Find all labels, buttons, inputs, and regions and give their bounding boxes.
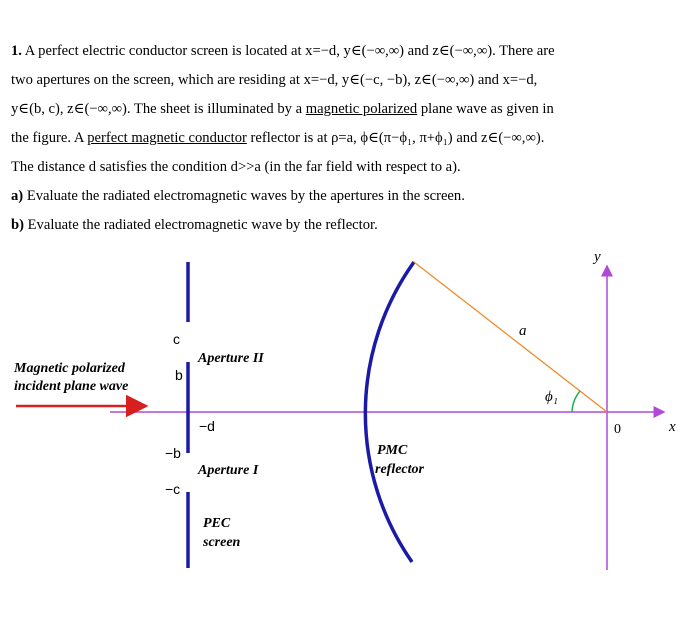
problem-statement [11,37,679,240]
y-axis-label: y [594,249,601,265]
problem-line-3: y∈(b, c), z∈(−∞,∞). The sheet is illuminated by a magnetic polarized plane wave as given in [11,101,554,117]
pec-label-2: screen [203,535,241,550]
angle-label: ϕ₁ [545,389,558,405]
incident-label-2: incident plane wave [14,379,129,394]
x-axis-label: x [669,419,676,435]
part-a: a) Evaluate the radiated electromagnetic waves by the apertures in the screen. [11,188,465,204]
radius-label: a [519,323,527,339]
tick-minus-c: −c [165,481,181,497]
aperture-2-label: Aperture II [198,351,264,366]
problem-line-1: 1. A perfect electric conductor screen is located at x=−d, y∈(−∞,∞) and z∈(−∞,∞). There are [11,43,555,59]
part-b: b) Evaluate the radiated electromagnetic wave by the reflector. [11,217,378,233]
origin-label: 0 [614,422,621,437]
angle-arc [572,391,580,412]
pmc-label-1: PMC [377,443,408,458]
geometry-figure [0,240,688,625]
radius-line [414,262,607,412]
incident-label-1: Magnetic polarized [14,361,125,376]
problem-line-2: two apertures on the screen, which are residing at x=−d, y∈(−c, −b), z∈(−∞,∞) and x=−d, [11,72,538,88]
tick-minus-b: −b [165,445,181,461]
problem-number: 1. [11,43,22,59]
tick-b: b [175,367,183,383]
aperture-1-label: Aperture I [198,463,259,478]
problem-line-5: The distance d satisfies the condition d>>a (in the far field with respect to a). [11,159,461,175]
tick-c: c [173,331,180,347]
pec-label-1: PEC [203,516,231,531]
perfect-magnetic-conductor-link: perfect magnetic conductor [87,130,247,146]
pmc-label-2: reflector [375,462,424,477]
magnetic-polarized-link: magnetic polarized [305,101,418,117]
problem-line-4: the figure. A perfect magnetic conductor reflector is at ρ=a, ϕ∈(π−ϕ₁, π+ϕ₁) and z∈(−∞,∞). [11,130,545,146]
tick-minus-d: −d [199,418,215,434]
